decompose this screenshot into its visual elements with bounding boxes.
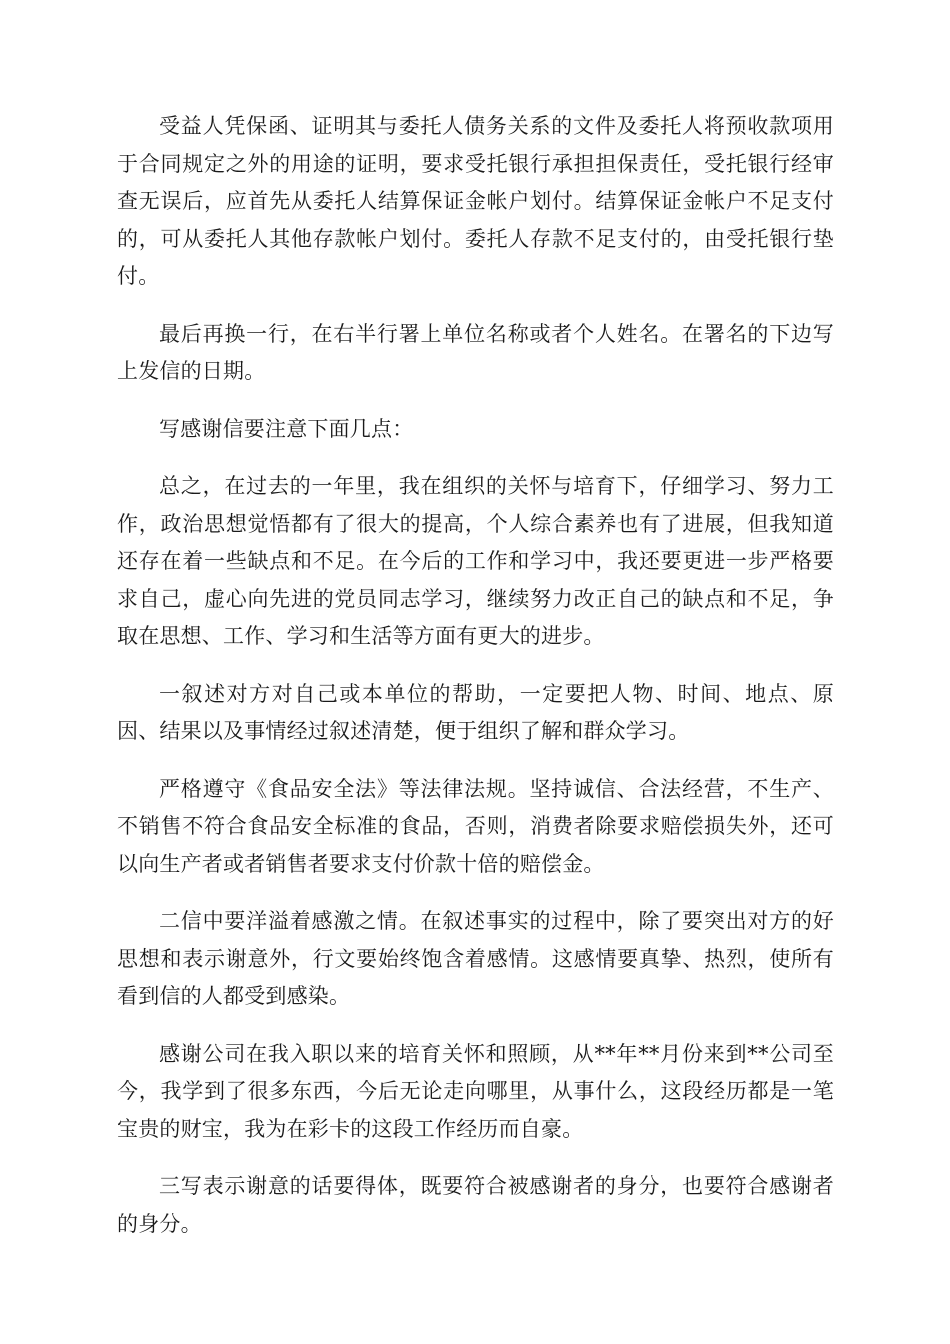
paragraph-point-one: 一叙述对方对自己或本单位的帮助，一定要把人物、时间、地点、原因、结果以及事情经过叙述清楚，便于组织了解和群众学习。	[117, 681, 834, 743]
paragraph-summary: 总之，在过去的一年里，我在组织的关怀与培育下，仔细学习、努力工作，政治思想觉悟都有了很大的提高，个人综合素养也有了进展，但我知道还存在着一些缺点和不足。在今后的工作和学习中，我还要更进一步严格要求自己，虚心向先进的党员同志学习，继续努力改正自己的缺点和不足，争取在思想、工作、学习和生活等方面有更大的进步。	[117, 474, 834, 648]
document-body	[117, 108, 834, 1263]
paragraph-point-three: 三写表示谢意的话要得体，既要符合被感谢者的身分，也要符合感谢者的身分。	[117, 1174, 834, 1236]
paragraph-food-safety: 严格遵守《食品安全法》等法律法规。坚持诚信、合法经营，不生产、不销售不符合食品安全标准的食品，否则，消费者除要求赔偿损失外，还可以向生产者或者销售者要求支付价款十倍的赔偿金。	[117, 776, 834, 876]
paragraph-notes-heading: 写感谢信要注意下面几点：	[159, 416, 414, 441]
paragraph-point-two: 二信中要洋溢着感激之情。在叙述事实的过程中，除了要突出对方的好思想和表示谢意外，行文要始终饱含着感情。这感情要真挚、热烈，使所有看到信的人都受到感染。	[117, 909, 834, 1008]
paragraph-signature: 最后再换一行，在右半行署上单位名称或者个人姓名。在署名的下边写上发信的日期。	[117, 321, 834, 383]
paragraph-thanks-company: 感谢公司在我入职以来的培育关怀和照顾，从**年**月份来到**公司至今，我学到了很多东西，今后无论走向哪里，从事什么，这段经历都是一笔宝贵的财宝，我为在彩卡的这段工作经历而自豪。	[117, 1041, 834, 1141]
paragraph-guarantee: 受益人凭保函、证明其与委托人债务关系的文件及委托人将预收款项用于合同规定之外的用途的证明，要求受托银行承担担保责任，受托银行经审查无误后，应首先从委托人结算保证金帐户划付。结算保证金帐户不足支付的，可从委托人其他存款帐户划付。委托人存款不足支付的，由受托银行垫付。	[117, 114, 834, 288]
